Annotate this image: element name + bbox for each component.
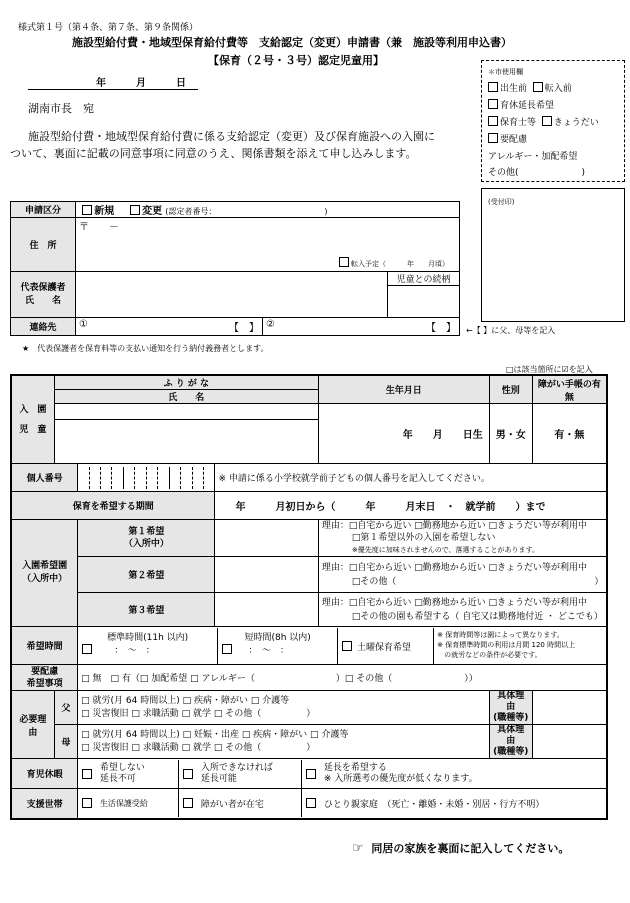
- guardian-label: 代表保護者 氏 名: [11, 272, 76, 318]
- gender-field[interactable]: 男・女: [489, 404, 532, 464]
- check-note: □は該当箇所に☑を記入: [506, 365, 593, 374]
- change-label: 変更: [142, 206, 163, 217]
- leave-field: [78, 759, 607, 789]
- checkbox[interactable]: [533, 82, 543, 92]
- mother-reason-field[interactable]: [78, 725, 490, 759]
- pref-3-extra[interactable]: □その他の園も希望する（ 自宅又は勤務地付近 ・ どこでも）: [351, 611, 603, 622]
- mother-label: 母: [54, 725, 77, 759]
- new-label: 新規: [94, 206, 115, 217]
- addressee: 湖南市長 宛: [28, 102, 94, 115]
- pref-2-field[interactable]: [215, 557, 318, 593]
- hours-label: 希望時間: [11, 627, 78, 665]
- leave-c-label: 延長を希望する ※ 入所選考の優先度が低くなります。: [323, 762, 478, 784]
- form-subtitle: 【保育（２号・３号）認定児童用】: [208, 54, 384, 67]
- city-check-label: 育休延長希望: [500, 101, 555, 111]
- support-a-label: 生活保護受給: [99, 798, 148, 808]
- city-check-label: きょうだい: [553, 118, 599, 128]
- support-field: [78, 789, 607, 819]
- mynumber-note: ※ 申請に係る小学校就学前子どもの個人番号を記入してください。: [215, 464, 607, 492]
- hours-field: [78, 627, 607, 665]
- form-title: 施設型給付費・地域型保育給付費等 支給認定（変更）申請書（兼 施設等利用申込書）: [72, 36, 512, 49]
- father-reason-field[interactable]: [78, 691, 490, 725]
- contact-2-field[interactable]: ② 【 】: [263, 318, 460, 336]
- pref-1-field[interactable]: [215, 520, 318, 557]
- father-label: 父: [54, 691, 77, 725]
- moving-label: 転入予定（ 年 月頃）: [351, 260, 449, 268]
- leave-a-checkbox[interactable]: [82, 769, 92, 779]
- pref-1-reason-text[interactable]: 理由：□自宅から近い □勤務地から近い □きょうだい等が利用中: [321, 521, 588, 531]
- mother-reason-line[interactable]: □ 就労(月 64 時間以上) □ 妊娠・出産 □ 疾病・障がい □ 介護等: [81, 729, 349, 740]
- pref-3-reason-text[interactable]: 理由：□自宅から近い □勤務地から近い □きょうだい等が利用中: [321, 597, 588, 608]
- furigana-field[interactable]: [54, 404, 318, 420]
- name-label: 氏 名: [54, 390, 318, 404]
- support-c-checkbox[interactable]: [306, 798, 316, 808]
- leave-c-checkbox[interactable]: [306, 769, 316, 779]
- child-label: 入 園 児 童: [11, 375, 54, 464]
- child-name-field[interactable]: [54, 420, 318, 464]
- relation-bracket: 【 】: [229, 323, 259, 334]
- birth-label: 生年月日: [318, 375, 489, 404]
- new-checkbox[interactable]: [82, 205, 92, 215]
- pref-2-reason: [318, 557, 607, 593]
- father-reason-line[interactable]: □ 就労(月 64 時間以上) □ 疾病・障がい □ 介護等: [81, 695, 290, 706]
- leave-b-label: 入所できなければ 延長可能: [200, 762, 273, 784]
- leave-label: 育児休暇: [11, 759, 78, 789]
- short-hours-checkbox[interactable]: [222, 644, 232, 654]
- care-field[interactable]: □ 無 □ 有（□ 加配希望 □ アレルギー（ ）□ その他（ ））: [78, 665, 607, 691]
- checkbox[interactable]: [488, 82, 498, 92]
- address-field[interactable]: [76, 218, 460, 272]
- pref-2-reason-text[interactable]: 理由：□自宅から近い □勤務地から近い □きょうだい等が利用中: [321, 562, 588, 573]
- pref-1-extra[interactable]: □第１希望以外の入園を希望しない: [351, 533, 496, 543]
- disability-field[interactable]: 有・無: [532, 404, 607, 464]
- guardian-name-field[interactable]: [76, 272, 388, 318]
- city-use-box: [481, 60, 625, 182]
- pref-1-label: 第１希望 （入所中）: [78, 520, 215, 557]
- father-specific-label: 具体理由 (職種等): [489, 691, 532, 725]
- reasons-label: 必要理由: [11, 691, 54, 759]
- body-line-2: ついて、裏面に記載の同意事項に同意のうえ、関係書類を添えて申し込みします。: [10, 147, 417, 160]
- leave-a-label: 希望しない 延長不可: [99, 762, 145, 784]
- form-number: 様式第１号（第４条、第７条、第９条関係）: [18, 23, 199, 33]
- care-label: 要配慮 希望事項: [11, 665, 78, 691]
- period-field[interactable]: 年 月初日から（ 年 月末日 ・ 就学前 ）まで: [215, 492, 607, 520]
- preferences-label: 入園希望園 （入所中）: [11, 520, 78, 627]
- checkbox[interactable]: [542, 116, 552, 126]
- category-label: 申請区分: [11, 202, 76, 218]
- city-check-label: その他( ): [488, 168, 586, 178]
- city-check-label: 保育士等: [500, 118, 537, 128]
- city-check-label: 出生前: [500, 84, 528, 94]
- mynumber-label: 個人番号: [11, 464, 78, 492]
- contact-note: ←【 】に父、母等を記入: [466, 326, 556, 335]
- moving-checkbox[interactable]: [339, 257, 349, 267]
- birth-date-field[interactable]: 年 月 日生: [318, 404, 489, 464]
- reception-stamp-box: [481, 188, 625, 322]
- footer-note: [352, 840, 569, 856]
- relation-bracket: 【 】: [426, 323, 456, 334]
- city-check-label: アレルギー・加配希望: [488, 152, 578, 162]
- reception-label: (受付印): [488, 198, 515, 206]
- furigana-label: ふ り が な: [54, 375, 318, 390]
- leave-b-checkbox[interactable]: [183, 769, 193, 779]
- checkbox[interactable]: [488, 116, 498, 126]
- pref-1-reason: [318, 520, 607, 557]
- short-hours-label: 短時間(8h 以内): [244, 632, 311, 643]
- footer-text: 同居の家族を裏面に記入してください。: [371, 842, 570, 855]
- pref-3-label: 第３希望: [78, 593, 215, 627]
- standard-hours-label: 標準時間(11h 以内): [107, 632, 189, 643]
- postal-code[interactable]: 〒 －: [79, 222, 119, 233]
- period-label: 保育を希望する期間: [11, 492, 215, 520]
- category-field: [76, 202, 460, 218]
- disability-label: 障がい手帳の有無: [532, 375, 607, 404]
- saturday-checkbox[interactable]: [342, 641, 352, 651]
- support-a-checkbox[interactable]: [82, 798, 92, 808]
- pref-3-field[interactable]: [215, 593, 318, 627]
- mother-reason-line[interactable]: □ 災害復旧 □ 求職活動 □ 就学 □ その他（ ）: [81, 742, 316, 753]
- mynumber-field[interactable]: [78, 464, 215, 492]
- payer-note: ★ 代表保護者を保育料等の支払い通知を行う納付義務者とします。: [22, 344, 269, 353]
- change-checkbox[interactable]: [130, 205, 140, 215]
- pointing-hand-icon: ☞: [352, 841, 364, 856]
- date-field[interactable]: 年 月 日: [28, 74, 198, 90]
- pref-2-label: 第２希望: [78, 557, 215, 593]
- mother-specific-label: 具体理由 (職種等): [489, 725, 532, 759]
- hours-note: ※ 保育時間等は園によって異なります。 ※ 保育標準時間の利用は月間 120 時間以上 の就労などの条件が必要です。: [437, 630, 576, 659]
- city-check-label: 要配慮: [500, 135, 528, 145]
- address-label: 住 所: [11, 218, 76, 272]
- pref-1-note: ※優先度に加味されませんので、落選することがあります。: [351, 546, 539, 554]
- standard-time-range[interactable]: ： 〜 ：: [114, 645, 155, 656]
- body-line-1: 施設型給付費・地域型保育給付費に係る支給認定（変更）及び保育施設への入園に: [28, 130, 435, 143]
- pref-2-extra[interactable]: □その他（ ）: [351, 576, 604, 587]
- pref-3-reason: [318, 593, 607, 627]
- support-b-label: 障がい者が在宅: [200, 799, 264, 810]
- relation-cell: [388, 272, 460, 318]
- standard-hours-checkbox[interactable]: [82, 644, 92, 654]
- applicant-table: [10, 201, 460, 336]
- cert-number-field[interactable]: (認定者番号： ): [165, 207, 328, 216]
- city-use-title: ＊市使用欄: [488, 68, 523, 76]
- contact-1-field[interactable]: ① 【 】: [76, 318, 263, 336]
- gender-label: 性別: [489, 375, 532, 404]
- saturday-label: 土曜保育希望: [357, 642, 412, 653]
- support-label: 支援世帯: [11, 789, 78, 819]
- relation-label: 児童との続柄: [388, 272, 459, 286]
- father-specific-field[interactable]: [532, 691, 607, 725]
- father-reason-line[interactable]: □ 災害復旧 □ 求職活動 □ 就学 □ その他（ ）: [81, 708, 316, 719]
- short-time-range[interactable]: ： 〜 ：: [248, 645, 289, 656]
- checkbox[interactable]: [488, 99, 498, 109]
- contact-label: 連絡先: [11, 318, 76, 336]
- checkbox[interactable]: [488, 133, 498, 143]
- city-check-label: 転入前: [544, 84, 572, 94]
- mother-specific-field[interactable]: [532, 725, 607, 759]
- support-c-label: ひとり親家庭 （死亡・離婚・未婚・別居・行方不明）: [323, 799, 545, 810]
- support-b-checkbox[interactable]: [183, 798, 193, 808]
- main-table: [10, 374, 608, 820]
